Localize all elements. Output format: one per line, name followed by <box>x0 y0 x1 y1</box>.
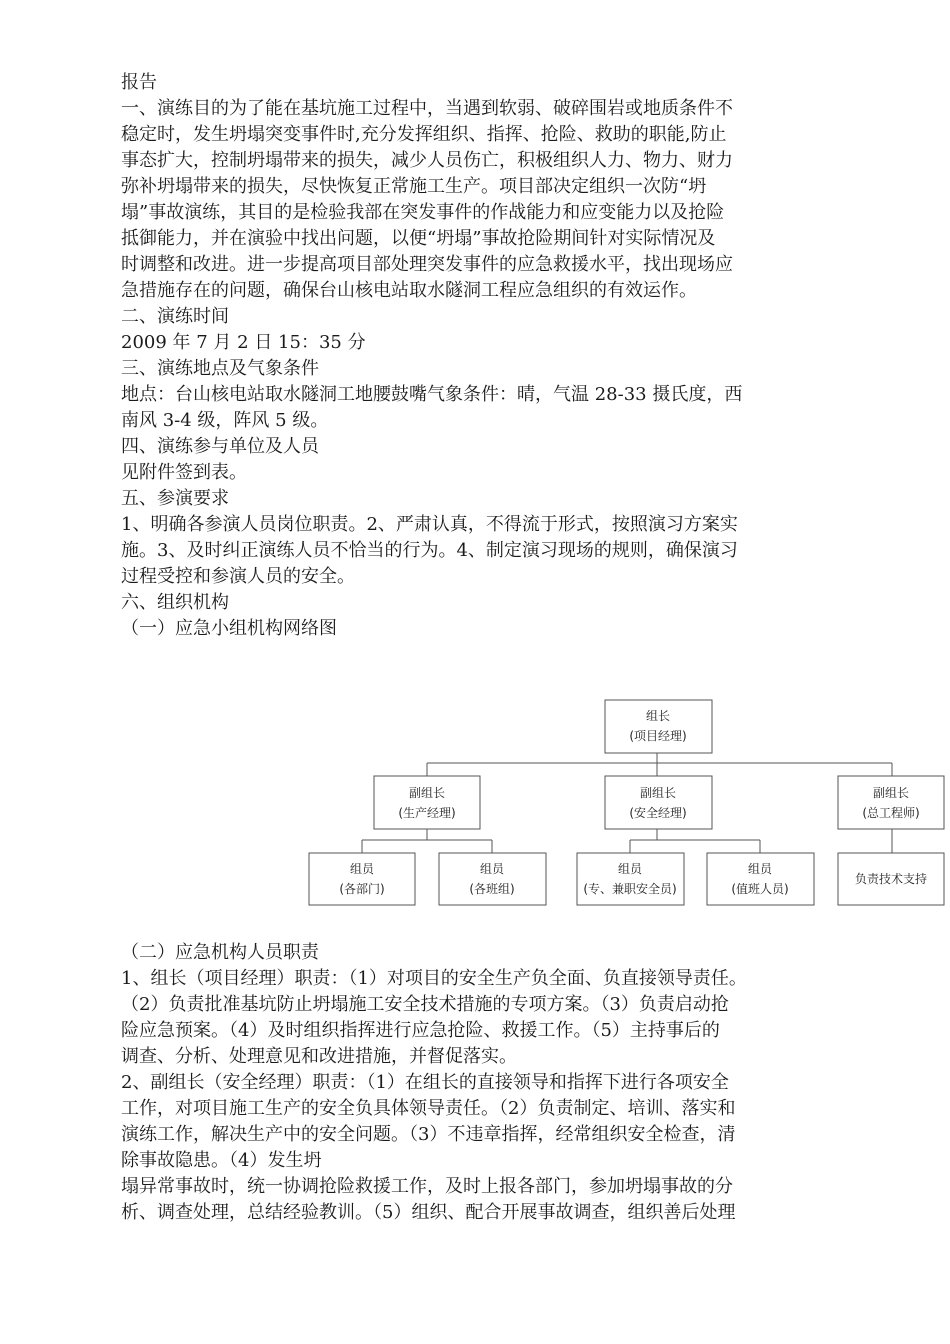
line-3: 事态扩大，控制坍塌带来的损失，减少人员伤亡，积极组织人力、物力、财力 <box>121 150 733 171</box>
line-8: 急措施存在的问题，确保台山核电站取水隧洞工程应急组织的有效运作。 <box>121 280 697 301</box>
line-13: 南风 3-4 级，阵风 5 级。 <box>121 410 329 431</box>
line2-2: （2）负责批准基坑防止坍塌施工安全技术措施的专项方案。（3）负责启动抢 <box>121 994 729 1015</box>
org-deputy-production-title: 副组长 <box>408 786 446 800</box>
org-deputy-engineer-title: 副组长 <box>872 786 910 800</box>
org-box-leader <box>605 700 712 753</box>
line-2: 稳定时，发生坍塌突变事件时,充分发挥组织、指挥、抢险、救助的职能,防止 <box>121 124 727 145</box>
line-19: 过程受控和参演人员的安全。 <box>121 566 355 587</box>
line-16: 五、参演要求 <box>121 488 229 509</box>
line-21: （一）应急小组机构网络图 <box>121 618 337 639</box>
org-member-duty-role: (值班人员) <box>731 882 789 896</box>
line-17: 1、明确各参演人员岗位职责。2、严肃认真，不得流于形式，按照演习方案实 <box>121 514 738 535</box>
line-14: 四、演练参与单位及人员 <box>121 436 319 457</box>
org-member-teams-title: 组员 <box>479 862 505 876</box>
line-11: 三、演练地点及气象条件 <box>121 358 319 379</box>
line-5: 塌”事故演练，其目的是检验我部在突发事件的作战能力和应变能力以及抢险 <box>121 202 725 223</box>
org-box-member-safety-officers <box>577 853 684 905</box>
line-4: 弥补坍塌带来的损失，尽快恢复正常施工生产。项目部决定组织一次防“坍 <box>121 176 707 197</box>
org-tech-support-label: 负责技术支持 <box>854 872 928 886</box>
org-box-member-teams <box>439 853 546 905</box>
org-box-deputy-production <box>374 776 480 829</box>
line2-9: 塌异常事故时，统一协调抢险救援工作，及时上报各部门，参加坍塌事故的分 <box>121 1176 733 1197</box>
line-6: 抵御能力，并在演验中找出问题，以便“坍塌”事故抢险期间针对实际情况及 <box>121 228 716 249</box>
line-10: 2009 年 7 月 2 日 15：35 分 <box>121 332 366 353</box>
line2-7: 演练工作，解决生产中的安全问题。（3）不违章指挥，经常组织安全检查，清 <box>121 1124 736 1145</box>
line2-1: 1、组长（项目经理）职责：（1）对项目的安全生产负全面、负直接领导责任。 <box>121 968 747 989</box>
org-member-departments-title: 组员 <box>349 862 375 876</box>
org-leader-title: 组长 <box>645 709 671 723</box>
org-member-departments-role: (各部门) <box>339 882 385 896</box>
line-1: 一、演练目的为了能在基坑施工过程中，当遇到软弱、破碎围岩或地质条件不 <box>121 98 733 119</box>
line2-0: （二）应急机构人员职责 <box>121 942 319 963</box>
org-box-deputy-engineer <box>838 776 944 829</box>
line-15: 见附件签到表。 <box>121 462 247 483</box>
line-18: 施。3、及时纠正演练人员不恰当的行为。4、制定演习现场的规则，确保演习 <box>121 540 738 561</box>
line2-8: 除事故隐患。（4）发生坍 <box>121 1150 322 1171</box>
org-member-duty-title: 组员 <box>747 862 773 876</box>
line2-4: 调查、分析、处理意见和改进措施，并督促落实。 <box>121 1046 517 1067</box>
line2-3: 险应急预案。（4）及时组织指挥进行应急抢险、救援工作。（5）主持事后的 <box>121 1020 720 1041</box>
org-deputy-engineer-role: (总工程师) <box>862 806 920 820</box>
line-7: 时调整和改进。进一步提高项目部处理突发事件的应急救援水平，找出现场应 <box>121 254 733 275</box>
org-deputy-safety-title: 副组长 <box>639 786 677 800</box>
org-box-member-duty <box>707 853 814 905</box>
org-member-safety-officers-role: (专、兼职安全员) <box>583 882 677 896</box>
line2-6: 工作，对项目施工生产的安全负具体领导责任。（2）负责制定、培训、落实和 <box>121 1098 736 1119</box>
org-box-deputy-safety <box>605 776 712 829</box>
org-member-teams-role: (各班组) <box>469 882 515 896</box>
org-deputy-production-role: (生产经理) <box>398 806 456 820</box>
org-box-member-departments <box>309 853 415 905</box>
line-9: 二、演练时间 <box>121 306 229 327</box>
line-12: 地点：台山核电站取水隧洞工地腰鼓嘴气象条件：晴，气温 28-33 摄氏度，西 <box>121 384 743 405</box>
line-20: 六、组织机构 <box>121 592 229 613</box>
org-member-safety-officers-title: 组员 <box>617 862 643 876</box>
line2-10: 析、调查处理，总结经验教训。（5）组织、配合开展事故调查，组织善后处理 <box>121 1202 736 1223</box>
org-deputy-safety-role: (安全经理) <box>629 806 687 820</box>
line-0: 报告 <box>121 72 157 93</box>
line2-5: 2、副组长（安全经理）职责：（1）在组长的直接领导和指挥下进行各项安全 <box>121 1072 729 1093</box>
org-leader-role: (项目经理) <box>629 729 687 743</box>
